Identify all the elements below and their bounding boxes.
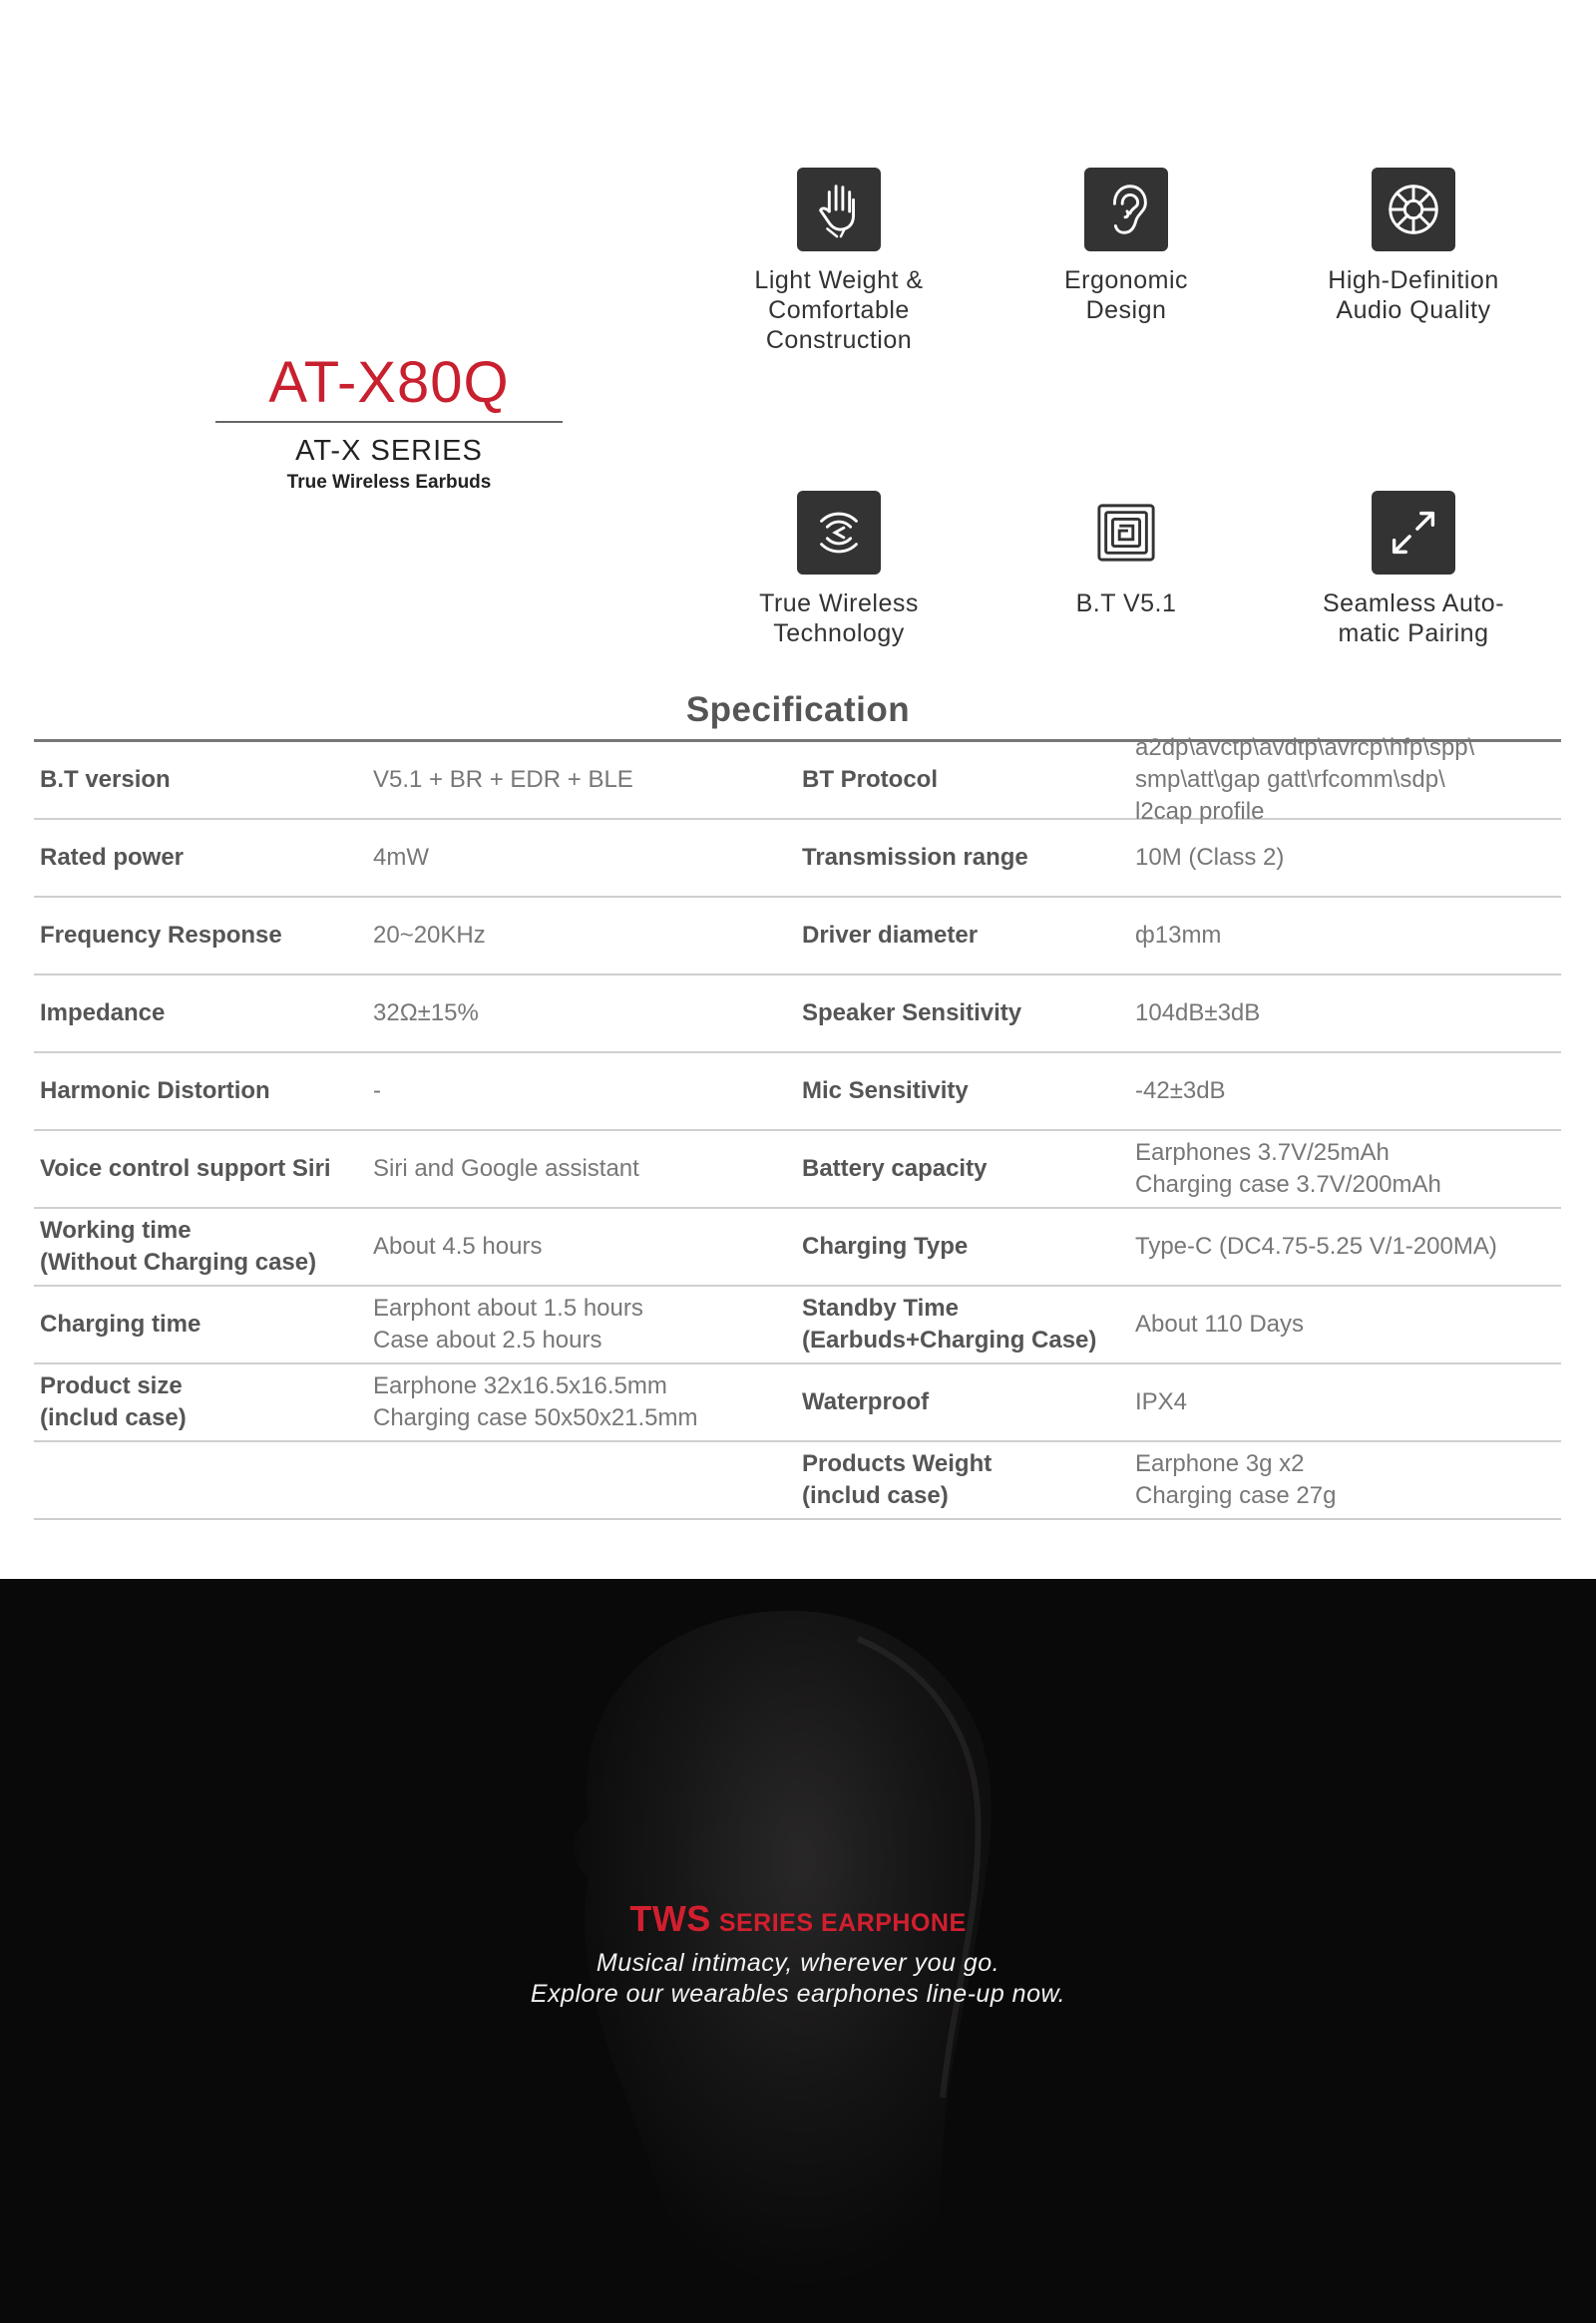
spec-label: Working time (Without Charging case) xyxy=(40,1217,317,1276)
spec-label: Impedance xyxy=(40,999,166,1026)
spec-value: Siri and Google assistant xyxy=(373,1155,639,1182)
spec-value: Earphone 32x16.5x16.5mm Charging case 50x50x21.5mm xyxy=(373,1372,698,1431)
spec-label: Waterproof xyxy=(802,1388,930,1415)
spec-row xyxy=(34,898,1561,975)
spec-label: Driver diameter xyxy=(802,922,979,949)
product-model: AT-X80Q xyxy=(268,350,510,415)
feature-true-wireless xyxy=(709,491,969,648)
model-divider xyxy=(215,421,563,423)
spec-value: 10M (Class 2) xyxy=(1135,844,1285,871)
spec-row xyxy=(34,1364,1561,1442)
spec-label: B.T version xyxy=(40,766,171,793)
ear-icon xyxy=(1084,168,1168,251)
feature-label: Light Weight & Comfortable Construction xyxy=(754,266,924,354)
product-series: AT-X SERIES xyxy=(295,435,483,467)
spec-label: Voice control support Siri xyxy=(40,1155,331,1182)
banner-series: SERIES EARPHONE xyxy=(718,1909,967,1937)
spec-value: IPX4 xyxy=(1135,1388,1188,1415)
spec-row xyxy=(34,1131,1561,1209)
spec-label: Product size (includ case) xyxy=(40,1372,187,1431)
spec-label: Speaker Sensitivity xyxy=(802,999,1022,1026)
banner-text xyxy=(0,1898,1596,2010)
banner-tws: TWS xyxy=(629,1898,711,1939)
spec-label: Frequency Response xyxy=(40,922,282,949)
spec-value: 104dB±3dB xyxy=(1135,999,1261,1026)
spec-table xyxy=(34,734,1561,1520)
spec-label: Rated power xyxy=(40,844,185,871)
hand-icon xyxy=(797,168,881,251)
spec-row xyxy=(34,1209,1561,1287)
spec-value: -42±3dB xyxy=(1135,1077,1226,1104)
feature-label: True Wireless Technology xyxy=(759,589,919,647)
spec-row xyxy=(34,1442,1561,1520)
feature-ergonomic xyxy=(997,168,1256,325)
spec-row xyxy=(34,820,1561,898)
spec-value: About 4.5 hours xyxy=(373,1233,543,1260)
spec-label: Products Weight (includ case) xyxy=(802,1450,993,1509)
feature-label: B.T V5.1 xyxy=(1075,589,1177,617)
chip-icon xyxy=(1084,491,1168,575)
feature-auto-pairing xyxy=(1284,491,1543,648)
feature-hd-audio xyxy=(1284,168,1543,325)
spec-value: Earphont about 1.5 hours Case about 2.5 hours xyxy=(373,1295,643,1354)
feature-bt-version xyxy=(997,491,1256,618)
banner-heading xyxy=(629,1898,966,1940)
promo-banner xyxy=(0,1579,1596,2323)
spec-value: - xyxy=(373,1077,381,1104)
spec-label: BT Protocol xyxy=(802,766,938,793)
spec-value: 4mW xyxy=(373,844,429,871)
spec-row xyxy=(34,1053,1561,1131)
spec-label: Charging Type xyxy=(802,1233,969,1260)
spec-value: About 110 Days xyxy=(1135,1311,1304,1338)
spec-value: 32Ω±15% xyxy=(373,999,479,1026)
feature-label: Seamless Auto- matic Pairing xyxy=(1322,589,1505,647)
spec-value: V5.1 + BR + EDR + BLE xyxy=(373,766,633,793)
spec-row xyxy=(34,1287,1561,1364)
spec-value: Type-C (DC4.75-5.25 V/1-200MA) xyxy=(1135,1233,1497,1260)
spec-label: Transmission range xyxy=(802,844,1028,871)
product-tagline: True Wireless Earbuds xyxy=(286,472,492,493)
banner-tagline: Musical intimacy, wherever you go. Explore our wearables earphones line-up now. xyxy=(530,1949,1066,2008)
product-header xyxy=(215,347,563,497)
spec-value: Earphone 3g x2 Charging case 27g xyxy=(1135,1450,1337,1509)
spec-value: a2dp\avctp\avdtp\avrcp\hfp\spp\ smp\att\gap gatt\rfcomm\sdp\ l2cap profile xyxy=(1135,734,1475,825)
feature-label: High-Definition Audio Quality xyxy=(1328,266,1499,324)
expand-arrows-icon xyxy=(1372,491,1455,575)
spec-row xyxy=(34,975,1561,1053)
spec-value: ф13mm xyxy=(1135,922,1222,949)
spec-label: Harmonic Distortion xyxy=(40,1077,270,1104)
feature-light-weight xyxy=(709,168,969,355)
spec-title: Specification xyxy=(685,690,911,729)
spec-label: Standby Time (Earbuds+Charging Case) xyxy=(802,1295,1097,1354)
feature-label: Ergonomic Design xyxy=(1064,266,1188,324)
spec-label: Battery capacity xyxy=(802,1155,988,1182)
spec-label: Mic Sensitivity xyxy=(802,1077,969,1104)
wireless-icon xyxy=(797,491,881,575)
spec-value: Earphones 3.7V/25mAh Charging case 3.7V/200mAh xyxy=(1135,1139,1441,1198)
speaker-icon xyxy=(1372,168,1455,251)
spec-value: 20~20KHz xyxy=(373,922,486,949)
spec-row xyxy=(34,734,1561,825)
spec-label: Charging time xyxy=(40,1311,201,1338)
